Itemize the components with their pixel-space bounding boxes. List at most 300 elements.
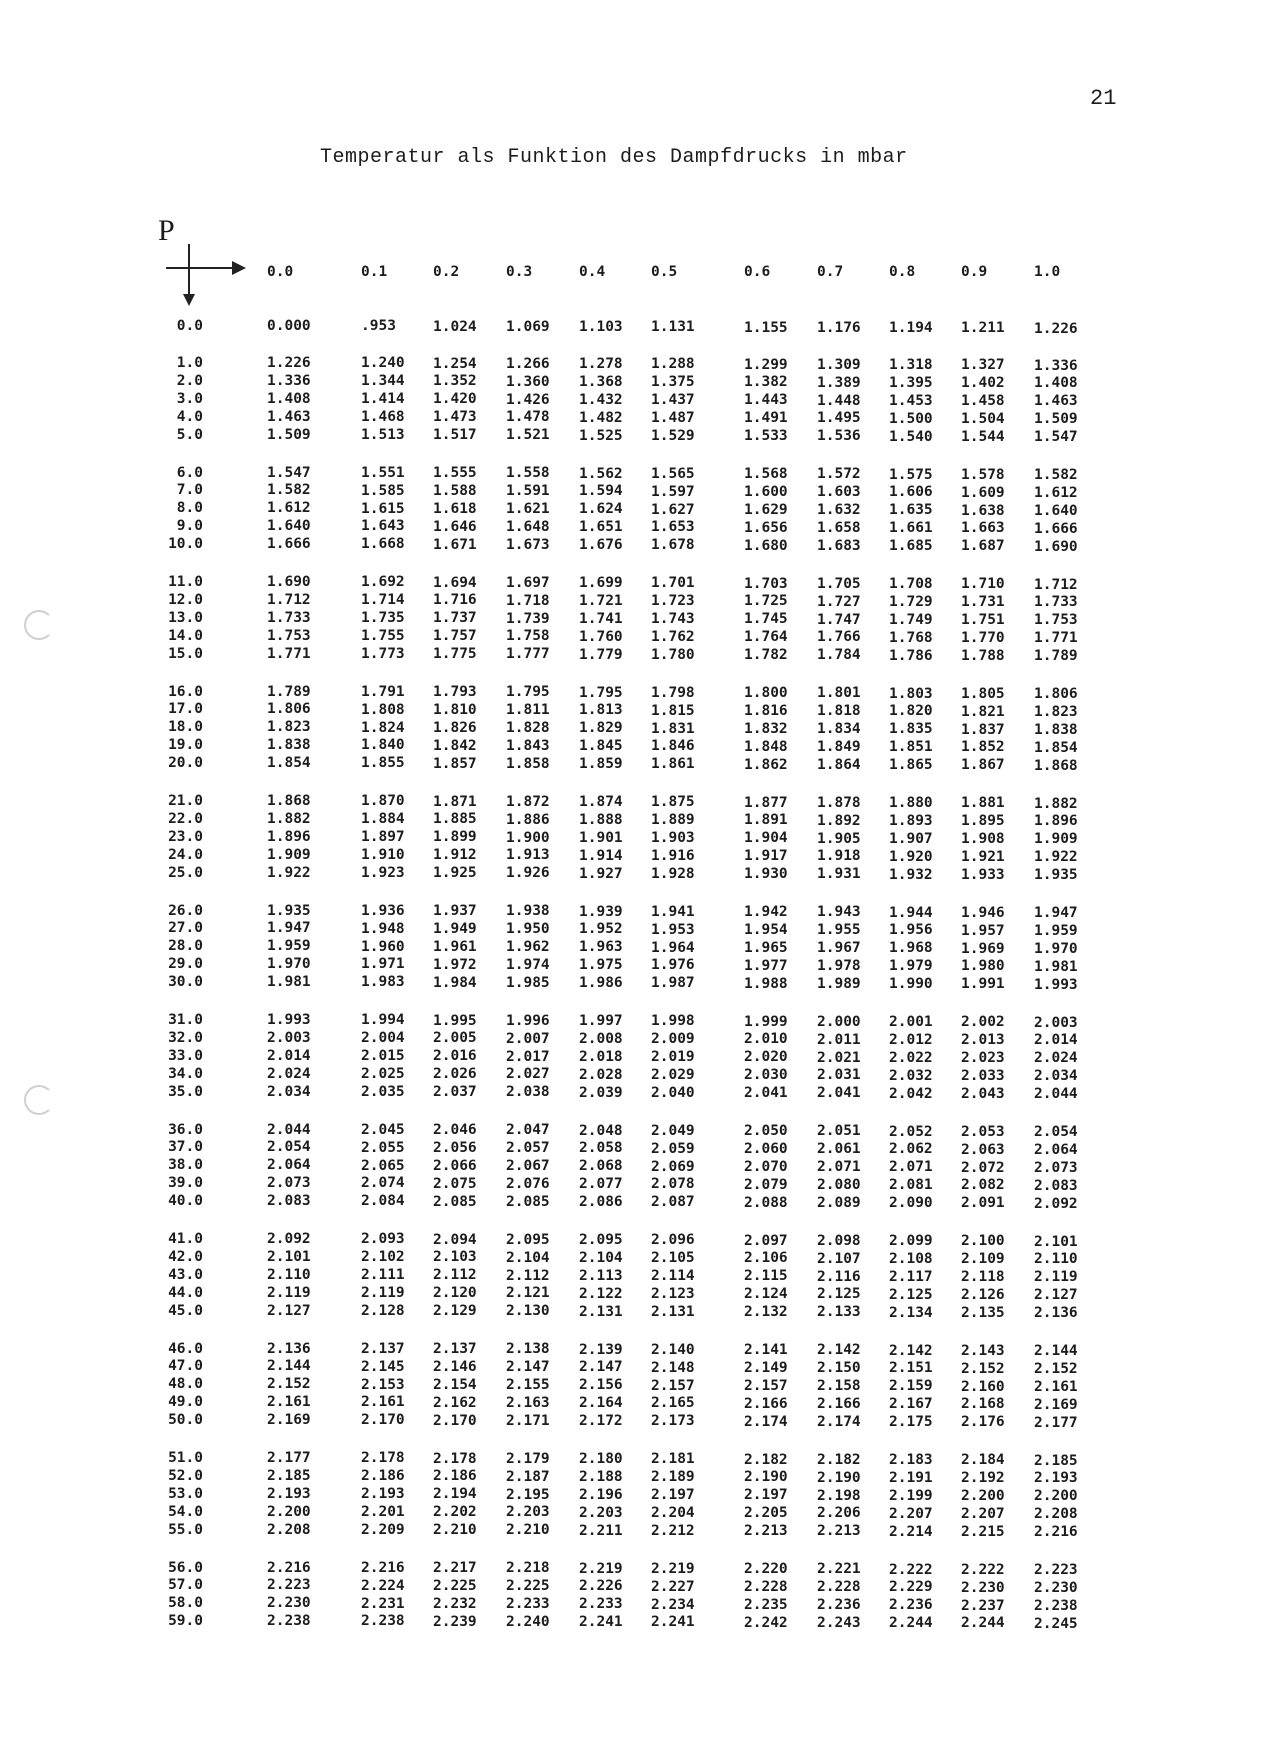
row-pressure-label: 23.0 bbox=[168, 828, 203, 845]
table-cell: 1.855 bbox=[361, 755, 405, 772]
table-cell: 2.039 bbox=[579, 1084, 623, 1101]
table-cell: 2.062 bbox=[889, 1141, 933, 1158]
table-cell: 2.082 bbox=[961, 1177, 1005, 1194]
table-cell: 2.084 bbox=[361, 1193, 405, 1210]
table-cell: 2.135 bbox=[961, 1304, 1005, 1321]
table-cell: 2.000 bbox=[817, 1013, 861, 1030]
table-cell: 2.021 bbox=[817, 1049, 861, 1066]
table-cell: 2.103 bbox=[433, 1249, 477, 1266]
table-cell: 2.158 bbox=[817, 1378, 861, 1395]
table-cell: 2.209 bbox=[361, 1521, 405, 1538]
table-cell: 1.823 bbox=[1034, 703, 1078, 720]
table-cell: 2.225 bbox=[506, 1578, 550, 1595]
table-cell: 1.886 bbox=[506, 811, 550, 828]
row-pressure-label: 59.0 bbox=[168, 1613, 203, 1630]
table-cell: 2.139 bbox=[579, 1341, 623, 1358]
table-cell: 1.826 bbox=[433, 719, 477, 736]
row-pressure-label: 8.0 bbox=[176, 500, 203, 517]
table-cell: 2.193 bbox=[1034, 1470, 1078, 1487]
row-pressure-label: 26.0 bbox=[168, 902, 203, 919]
table-cell: 1.922 bbox=[1034, 849, 1078, 866]
table-cell: 2.134 bbox=[889, 1304, 933, 1321]
table-cell: 2.178 bbox=[361, 1450, 405, 1467]
column-header: 0.7 bbox=[817, 264, 844, 280]
table-cell: 1.646 bbox=[433, 518, 477, 535]
table-cell: 2.102 bbox=[361, 1249, 405, 1266]
table-cell: 2.235 bbox=[744, 1596, 788, 1613]
table-cell: 1.791 bbox=[361, 683, 405, 700]
table-cell: 1.597 bbox=[651, 483, 695, 500]
table-cell: 2.161 bbox=[267, 1394, 311, 1411]
table-cell: 1.638 bbox=[961, 502, 1005, 519]
table-cell: 1.749 bbox=[889, 611, 933, 628]
table-cell: 2.069 bbox=[651, 1158, 695, 1175]
table-cell: 1.562 bbox=[579, 465, 623, 482]
row-pressure-label: 13.0 bbox=[168, 609, 203, 626]
table-cell: 1.922 bbox=[267, 864, 311, 881]
table-cell: 1.848 bbox=[744, 738, 788, 755]
table-cell: 1.735 bbox=[361, 610, 405, 627]
table-cell: 1.612 bbox=[1034, 484, 1078, 501]
row-pressure-label: 4.0 bbox=[176, 408, 203, 425]
table-cell: 1.131 bbox=[651, 319, 695, 336]
row-pressure-label: 56.0 bbox=[168, 1559, 203, 1576]
table-cell: 2.092 bbox=[267, 1231, 311, 1247]
table-cell: 1.618 bbox=[433, 500, 477, 517]
table-cell: 2.064 bbox=[267, 1157, 311, 1174]
table-cell: 1.810 bbox=[433, 701, 477, 718]
table-cell: 1.957 bbox=[961, 922, 1005, 939]
table-cell: 1.621 bbox=[506, 501, 550, 518]
table-cell: 2.093 bbox=[361, 1231, 405, 1248]
table-cell: 1.854 bbox=[1034, 739, 1078, 756]
table-cell: 1.895 bbox=[961, 813, 1005, 830]
table-cell: 1.976 bbox=[651, 957, 695, 974]
table-cell: 1.980 bbox=[961, 958, 1005, 975]
table-cell: 1.818 bbox=[817, 703, 861, 720]
row-pressure-label: 39.0 bbox=[168, 1175, 203, 1192]
table-cell: 1.859 bbox=[579, 756, 623, 773]
table-cell: 1.939 bbox=[579, 903, 623, 920]
row-pressure-label: 7.0 bbox=[176, 482, 203, 499]
table-cell: 2.170 bbox=[433, 1412, 477, 1429]
row-pressure-label: 57.0 bbox=[168, 1577, 203, 1594]
table-cell: 1.893 bbox=[889, 812, 933, 829]
row-pressure-label: 2.0 bbox=[176, 372, 203, 389]
table-cell: 1.500 bbox=[889, 410, 933, 427]
table-cell: 2.087 bbox=[651, 1194, 695, 1211]
table-cell: 2.241 bbox=[579, 1614, 623, 1631]
table-cell: 1.463 bbox=[1034, 393, 1078, 410]
table-cell: 2.149 bbox=[744, 1359, 788, 1376]
table-cell: 1.517 bbox=[433, 427, 477, 444]
table-cell: 2.060 bbox=[744, 1140, 788, 1157]
table-cell: 1.838 bbox=[267, 737, 311, 754]
table-cell: 1.979 bbox=[889, 958, 933, 975]
table-cell: 2.070 bbox=[744, 1158, 788, 1175]
table-cell: 1.928 bbox=[651, 865, 695, 882]
table-cell: 2.119 bbox=[267, 1284, 311, 1301]
table-cell: 1.775 bbox=[433, 646, 477, 663]
table-cell: 2.144 bbox=[1034, 1343, 1078, 1359]
table-cell: 1.671 bbox=[433, 536, 477, 553]
table-cell: 1.851 bbox=[889, 739, 933, 756]
table-cell: 2.237 bbox=[961, 1597, 1005, 1614]
table-cell: 1.473 bbox=[433, 409, 477, 426]
table-cell: 2.213 bbox=[817, 1523, 861, 1540]
table-cell: 2.075 bbox=[433, 1175, 477, 1192]
table-cell: 1.458 bbox=[961, 393, 1005, 410]
table-cell: 2.137 bbox=[433, 1341, 477, 1357]
table-cell: 1.871 bbox=[433, 793, 477, 810]
table-cell: 1.815 bbox=[651, 702, 695, 719]
table-cell: 1.609 bbox=[961, 484, 1005, 501]
table-cell: 2.221 bbox=[817, 1561, 861, 1578]
table-cell: 1.352 bbox=[433, 373, 477, 390]
table-cell: 2.023 bbox=[961, 1050, 1005, 1067]
table-cell: 1.643 bbox=[361, 518, 405, 535]
table-cell: 1.910 bbox=[361, 846, 405, 863]
table-cell: 2.244 bbox=[961, 1615, 1005, 1632]
table-cell: 2.170 bbox=[361, 1412, 405, 1429]
row-pressure-label: 29.0 bbox=[168, 956, 203, 973]
table-cell: 2.004 bbox=[361, 1030, 405, 1047]
table-cell: 2.182 bbox=[817, 1451, 861, 1468]
table-cell: 2.100 bbox=[961, 1233, 1005, 1250]
table-cell: 1.661 bbox=[889, 520, 933, 537]
table-cell: 2.206 bbox=[817, 1505, 861, 1522]
table-cell: 2.200 bbox=[961, 1488, 1005, 1505]
table-cell: 2.128 bbox=[361, 1302, 405, 1319]
table-cell: 1.699 bbox=[579, 575, 623, 591]
table-cell: 1.402 bbox=[961, 375, 1005, 392]
table-cell: 2.175 bbox=[889, 1414, 933, 1431]
row-pressure-label: 45.0 bbox=[168, 1302, 203, 1319]
table-cell: 1.932 bbox=[889, 866, 933, 883]
table-cell: 1.835 bbox=[889, 721, 933, 738]
table-cell: 2.064 bbox=[1034, 1141, 1078, 1158]
binder-hole-top bbox=[24, 610, 54, 640]
table-cell: 2.131 bbox=[579, 1303, 623, 1320]
table-cell: 2.002 bbox=[961, 1014, 1005, 1031]
table-cell: 1.801 bbox=[817, 685, 861, 702]
table-cell: 2.186 bbox=[361, 1468, 405, 1485]
table-cell: 1.194 bbox=[889, 320, 933, 336]
table-cell: 2.110 bbox=[1034, 1251, 1078, 1268]
table-cell: 1.437 bbox=[651, 392, 695, 409]
table-cell: 2.105 bbox=[651, 1250, 695, 1267]
table-cell: 1.884 bbox=[361, 811, 405, 828]
table-cell: 1.612 bbox=[267, 500, 311, 517]
table-cell: 2.190 bbox=[817, 1469, 861, 1486]
row-pressure-label: 27.0 bbox=[168, 920, 203, 937]
table-cell: 2.216 bbox=[361, 1559, 405, 1576]
table-cell: 1.993 bbox=[1034, 976, 1078, 993]
table-cell: 2.176 bbox=[961, 1414, 1005, 1431]
table-cell: 1.453 bbox=[889, 392, 933, 409]
row-pressure-label: 5.0 bbox=[176, 426, 203, 443]
table-cell: 2.034 bbox=[267, 1083, 311, 1100]
table-cell: 2.220 bbox=[744, 1561, 788, 1577]
table-cell: 1.600 bbox=[744, 483, 788, 500]
table-cell: 1.969 bbox=[961, 940, 1005, 957]
table-cell: 1.478 bbox=[506, 409, 550, 426]
table-cell: 1.892 bbox=[817, 812, 861, 829]
table-cell: 1.525 bbox=[579, 427, 623, 444]
table-cell: 2.218 bbox=[506, 1560, 550, 1577]
table-cell: 1.547 bbox=[267, 464, 311, 481]
table-cell: 2.099 bbox=[889, 1233, 933, 1249]
table-cell: 1.880 bbox=[889, 795, 933, 811]
table-cell: 1.867 bbox=[961, 757, 1005, 774]
table-cell: 2.165 bbox=[651, 1395, 695, 1412]
table-cell: 1.823 bbox=[267, 719, 311, 736]
table-cell: 2.046 bbox=[433, 1122, 477, 1138]
table-cell: 1.842 bbox=[433, 737, 477, 754]
table-cell: 2.214 bbox=[889, 1523, 933, 1540]
table-cell: 1.983 bbox=[361, 974, 405, 991]
table-cell: 2.191 bbox=[889, 1469, 933, 1486]
table-cell: 2.119 bbox=[361, 1284, 405, 1301]
table-cell: 2.167 bbox=[889, 1396, 933, 1413]
page-number: 21 bbox=[1090, 86, 1117, 111]
table-cell: 2.207 bbox=[889, 1505, 933, 1522]
table-cell: 0.000 bbox=[267, 318, 311, 334]
table-cell: 2.201 bbox=[361, 1503, 405, 1520]
table-cell: 1.666 bbox=[267, 536, 311, 553]
table-cell: 2.074 bbox=[361, 1175, 405, 1192]
table-cell: 1.964 bbox=[651, 939, 695, 956]
table-cell: 2.160 bbox=[961, 1378, 1005, 1395]
table-cell: 2.147 bbox=[506, 1359, 550, 1376]
table-cell: 2.231 bbox=[361, 1595, 405, 1612]
table-cell: 1.834 bbox=[817, 721, 861, 738]
table-cell: 1.981 bbox=[267, 974, 311, 991]
table-cell: 2.180 bbox=[579, 1451, 623, 1467]
table-cell: 2.233 bbox=[579, 1596, 623, 1613]
table-cell: 2.161 bbox=[1034, 1378, 1078, 1395]
table-cell: 2.085 bbox=[506, 1193, 550, 1210]
column-header: 0.0 bbox=[267, 264, 294, 280]
table-cell: 2.024 bbox=[267, 1065, 311, 1082]
table-cell: 1.629 bbox=[744, 501, 788, 518]
table-cell: 1.786 bbox=[889, 647, 933, 664]
table-cell: 2.061 bbox=[817, 1141, 861, 1158]
table-cell: 1.889 bbox=[651, 812, 695, 829]
table-cell: 2.203 bbox=[579, 1504, 623, 1521]
table-cell: 1.360 bbox=[506, 373, 550, 390]
table-cell: 1.994 bbox=[361, 1012, 405, 1029]
table-cell: 1.989 bbox=[817, 975, 861, 992]
table-cell: 1.789 bbox=[267, 683, 311, 700]
row-pressure-label: 44.0 bbox=[168, 1284, 203, 1301]
table-cell: 2.098 bbox=[817, 1232, 861, 1249]
table-cell: 1.382 bbox=[744, 374, 788, 391]
row-pressure-label: 46.0 bbox=[168, 1340, 203, 1357]
table-cell: 1.731 bbox=[961, 594, 1005, 611]
table-cell: 2.222 bbox=[889, 1561, 933, 1578]
table-cell: 1.344 bbox=[361, 373, 405, 390]
table-cell: 1.930 bbox=[744, 866, 788, 883]
table-cell: 1.921 bbox=[961, 848, 1005, 865]
table-cell: 1.882 bbox=[1034, 795, 1078, 812]
table-cell: 1.408 bbox=[1034, 375, 1078, 392]
table-cell: 1.509 bbox=[1034, 411, 1078, 428]
table-cell: 2.035 bbox=[361, 1083, 405, 1100]
row-pressure-label: 41.0 bbox=[168, 1231, 203, 1247]
row-pressure-label: 18.0 bbox=[168, 719, 203, 736]
table-cell: 1.714 bbox=[361, 592, 405, 609]
table-cell: 2.174 bbox=[817, 1413, 861, 1430]
table-cell: 1.901 bbox=[579, 829, 623, 846]
table-cell: 2.038 bbox=[506, 1084, 550, 1101]
table-cell: 2.073 bbox=[1034, 1159, 1078, 1176]
table-cell: 1.266 bbox=[506, 355, 550, 372]
table-cell: 2.166 bbox=[744, 1395, 788, 1412]
table-cell: 1.582 bbox=[267, 482, 311, 499]
table-cell: 1.745 bbox=[744, 611, 788, 628]
table-cell: 1.950 bbox=[506, 921, 550, 938]
table-cell: 2.219 bbox=[651, 1560, 695, 1577]
table-cell: 2.145 bbox=[361, 1358, 405, 1375]
table-cell: 1.784 bbox=[817, 647, 861, 664]
table-cell: 1.771 bbox=[267, 645, 311, 662]
table-cell: 1.536 bbox=[817, 428, 861, 445]
table-cell: 1.953 bbox=[651, 921, 695, 938]
table-cell: 2.116 bbox=[817, 1268, 861, 1285]
table-cell: 1.635 bbox=[889, 502, 933, 519]
table-cell: 1.923 bbox=[361, 864, 405, 881]
table-cell: 1.640 bbox=[267, 518, 311, 535]
table-cell: 1.829 bbox=[579, 720, 623, 737]
row-pressure-label: 52.0 bbox=[168, 1467, 203, 1484]
row-pressure-label: 38.0 bbox=[168, 1157, 203, 1174]
table-cell: 2.071 bbox=[889, 1159, 933, 1176]
table-cell: 2.190 bbox=[744, 1469, 788, 1486]
table-cell: 1.926 bbox=[506, 865, 550, 882]
table-cell: 2.016 bbox=[433, 1048, 477, 1065]
table-cell: 1.959 bbox=[267, 938, 311, 955]
row-pressure-label: 34.0 bbox=[168, 1065, 203, 1082]
table-cell: 1.978 bbox=[817, 957, 861, 974]
table-cell: 1.946 bbox=[961, 904, 1005, 921]
table-cell: 1.907 bbox=[889, 830, 933, 847]
table-cell: 1.970 bbox=[267, 956, 311, 973]
table-cell: 1.758 bbox=[506, 628, 550, 645]
table-cell: 1.972 bbox=[433, 956, 477, 973]
row-pressure-label: 14.0 bbox=[168, 627, 203, 644]
table-cell: 2.065 bbox=[361, 1157, 405, 1174]
table-cell: 2.152 bbox=[267, 1376, 311, 1393]
table-cell: 1.986 bbox=[579, 975, 623, 992]
table-cell: 1.877 bbox=[744, 794, 788, 811]
table-cell: 2.238 bbox=[267, 1613, 311, 1630]
row-pressure-label: 47.0 bbox=[168, 1358, 203, 1375]
table-cell: 2.080 bbox=[817, 1176, 861, 1193]
table-cell: 1.927 bbox=[579, 865, 623, 882]
table-cell: 2.179 bbox=[506, 1450, 550, 1467]
table-cell: 2.094 bbox=[433, 1231, 477, 1248]
table-cell: 1.708 bbox=[889, 576, 933, 592]
table-cell: 2.202 bbox=[433, 1504, 477, 1521]
table-cell: 2.143 bbox=[961, 1342, 1005, 1359]
table-cell: 2.073 bbox=[267, 1175, 311, 1192]
table-cell: 2.142 bbox=[889, 1342, 933, 1359]
table-cell: 2.012 bbox=[889, 1031, 933, 1048]
table-cell: 2.166 bbox=[817, 1395, 861, 1412]
table-cell: 2.136 bbox=[1034, 1305, 1078, 1322]
table-cell: 2.045 bbox=[361, 1121, 405, 1138]
table-cell: 2.200 bbox=[267, 1503, 311, 1520]
table-cell: 1.858 bbox=[506, 755, 550, 772]
table-cell: 2.205 bbox=[744, 1505, 788, 1522]
table-cell: 1.211 bbox=[961, 320, 1005, 337]
table-cell: 1.959 bbox=[1034, 922, 1078, 939]
row-pressure-label: 6.0 bbox=[176, 464, 203, 481]
table-cell: 1.766 bbox=[817, 629, 861, 646]
table-cell: 2.028 bbox=[579, 1066, 623, 1083]
table-cell: 1.793 bbox=[433, 684, 477, 700]
table-cell: 1.426 bbox=[506, 391, 550, 408]
table-cell: 2.154 bbox=[433, 1376, 477, 1393]
row-pressure-label: 54.0 bbox=[168, 1503, 203, 1520]
table-cell: 1.920 bbox=[889, 848, 933, 865]
table-cell: 1.668 bbox=[361, 536, 405, 553]
table-cell: 1.770 bbox=[961, 629, 1005, 646]
table-cell: 2.034 bbox=[1034, 1068, 1078, 1085]
table-cell: 1.955 bbox=[817, 922, 861, 939]
table-cell: 2.041 bbox=[744, 1085, 788, 1102]
table-cell: 1.904 bbox=[744, 830, 788, 847]
table-cell: 2.117 bbox=[889, 1268, 933, 1285]
table-cell: 1.762 bbox=[651, 628, 695, 645]
table-cell: 1.753 bbox=[267, 627, 311, 644]
table-cell: 2.121 bbox=[506, 1285, 550, 1302]
row-pressure-label: 19.0 bbox=[168, 737, 203, 754]
row-pressure-label: 22.0 bbox=[168, 810, 203, 827]
table-cell: 1.678 bbox=[651, 537, 695, 554]
table-cell: 1.278 bbox=[579, 356, 623, 372]
table-cell: 1.885 bbox=[433, 811, 477, 828]
table-cell: 2.216 bbox=[267, 1559, 311, 1576]
table-cell: 2.042 bbox=[889, 1085, 933, 1102]
table-cell: 2.186 bbox=[433, 1468, 477, 1485]
row-pressure-label: 24.0 bbox=[168, 846, 203, 863]
table-cell: 2.197 bbox=[744, 1487, 788, 1504]
table-cell: 1.795 bbox=[506, 684, 550, 701]
table-cell: 2.047 bbox=[506, 1122, 550, 1139]
column-header: 0.5 bbox=[651, 264, 678, 280]
table-cell: 2.230 bbox=[267, 1595, 311, 1612]
column-header: 1.0 bbox=[1034, 264, 1061, 280]
table-cell: 2.091 bbox=[961, 1195, 1005, 1212]
table-cell: 1.916 bbox=[651, 847, 695, 864]
table-cell: 1.768 bbox=[889, 629, 933, 646]
row-pressure-label: 35.0 bbox=[168, 1083, 203, 1100]
table-cell: 1.773 bbox=[361, 645, 405, 662]
table-cell: 2.168 bbox=[961, 1396, 1005, 1413]
table-cell: 1.816 bbox=[744, 702, 788, 719]
table-cell: 1.565 bbox=[651, 465, 695, 482]
row-pressure-label: 0.0 bbox=[176, 318, 203, 334]
table-cell: 2.124 bbox=[744, 1286, 788, 1303]
table-cell: 1.755 bbox=[361, 627, 405, 644]
table-cell: 1.703 bbox=[744, 575, 788, 592]
table-cell: 1.368 bbox=[579, 373, 623, 390]
row-pressure-label: 10.0 bbox=[168, 536, 203, 553]
table-cell: 1.813 bbox=[579, 702, 623, 719]
table-cell: 2.189 bbox=[651, 1469, 695, 1486]
